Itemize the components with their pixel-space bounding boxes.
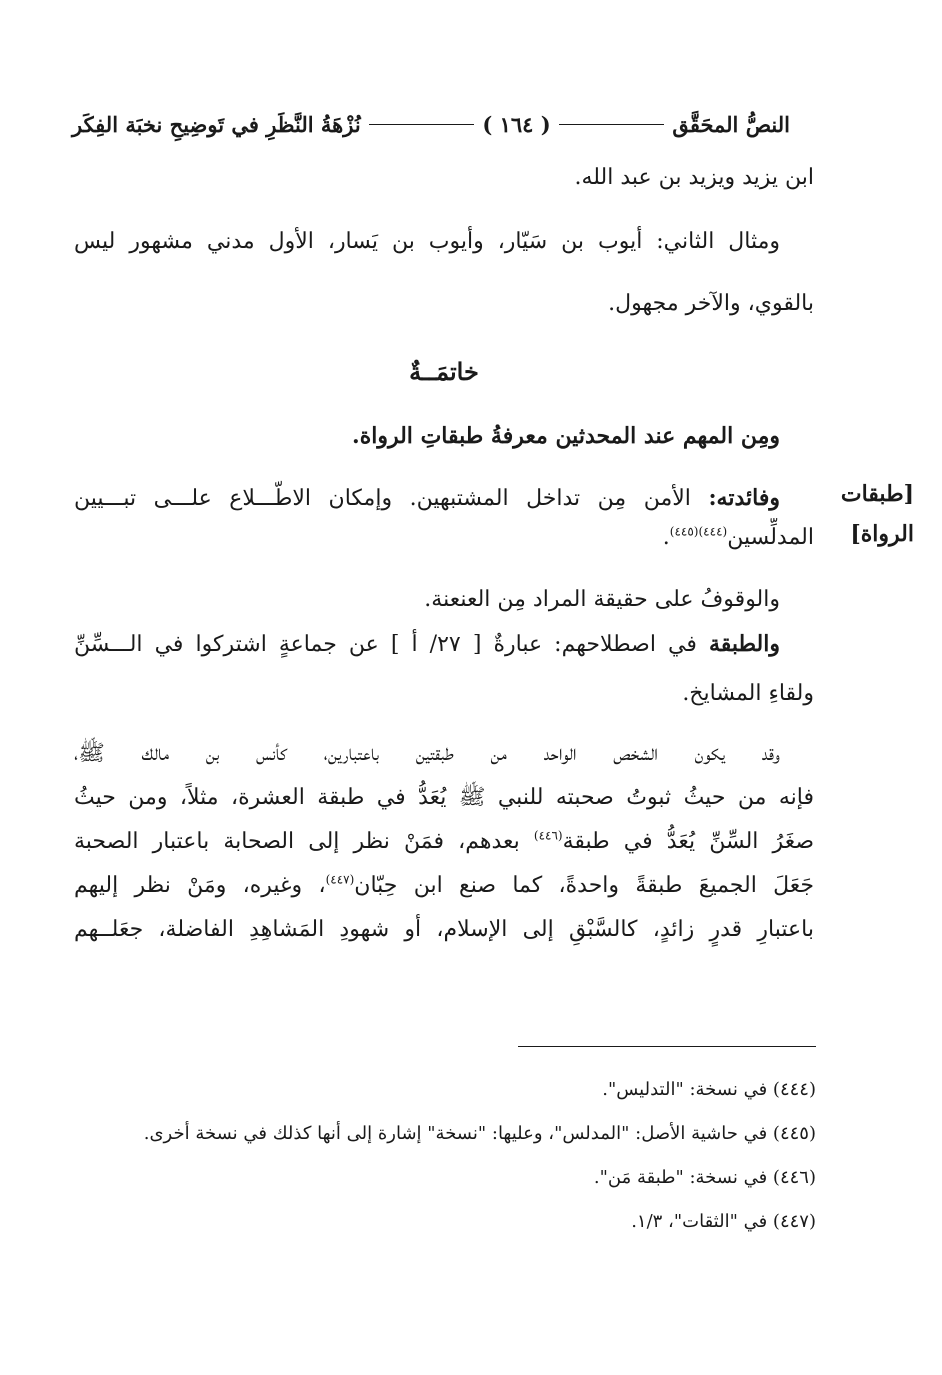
text-line: باعتبارِ قدرٍ زائدٍ، كالسَّبْقِ إلى الإسلام، أو شهودِ المَشاهِدِ الفاضلة، جعَلــهم (74, 917, 814, 942)
header-book-title: نُزْهَةُ النَّظَرِ في تَوضِيحِ نخبَة الفِكَر (71, 111, 361, 137)
text-line (74, 478, 814, 518)
footnote-ref[interactable]: (٤٤٦) (533, 828, 563, 843)
footnote-447: (٤٤٧) في "الثقات"، ١/٣. (631, 1211, 816, 1232)
section-heading: خاتمَــةٌ (409, 357, 479, 386)
header-rule-left (369, 124, 475, 125)
text-line: ولقاءِ المشايخ. (682, 681, 814, 706)
line-rest: في اصطلاحهم: عبارةٌ [ ٢٧/ أ ] عن جماعةٍ اشتركوا في الـــسِّنِّ (74, 632, 709, 657)
footnotes (70, 1068, 816, 1244)
text-line (74, 822, 814, 862)
text-line (74, 866, 814, 906)
line-part: بعدهم، فمَنْ نظر إلى الصحابة باعتبار الصحبة (74, 829, 534, 854)
header-section-title: النصُّ المحَقَّق (672, 111, 790, 137)
footnote-ref[interactable]: (٤٤٧) (325, 872, 355, 887)
line-part: ، وغيره، ومَنْ نظر إليهم (74, 873, 326, 898)
paragraph-gap (74, 198, 814, 222)
page-number: ( ١٦٤ ) (482, 111, 551, 137)
lead-word: والطبقة (708, 631, 780, 657)
main-text (74, 158, 814, 950)
text-line: ابن يزيد ويزيد بن عبد الله. (574, 165, 814, 190)
footnote-446: (٤٤٦) في نسخة: "طبقة مَن". (593, 1167, 816, 1188)
footnote-rule (518, 1046, 816, 1047)
line-part: جَعَلَ الجميعَ طبقةً واحدةً، كما صنع ابن حِبّان (354, 873, 814, 898)
line-end: . (662, 525, 670, 550)
line-rest: الأمن مِن تداخل المشتبهين. وإمكان الاطّـــلاع علـــى تبـــيين (74, 486, 709, 511)
text-line: فإنه من حيثُ ثبوتُ صحبته للنبي ﷺ يُعَدُّ في طبقة العشرة، مثلاً، ومن حيثُ (74, 785, 814, 810)
text-line: وقد يكون الشخص الواحد من طبقتين باعتبارين، كأنس بن مالك ﷺ، (74, 741, 780, 766)
line-text: المدلِّسين (727, 525, 814, 550)
text-line (74, 518, 814, 558)
margin-note-line: الرواة] (850, 521, 914, 547)
footnote-445: (٤٤٥) في حاشية الأصل: "المدلس"، وعليها: "نسخة" إشارة إلى أنها كذلك في نسخة أخرى. (143, 1123, 816, 1144)
footnote-444: (٤٤٤) في نسخة: "التدليس". (602, 1079, 816, 1100)
footnote-ref[interactable]: (٤٤٤)(٤٤٥) (669, 524, 728, 539)
text-line: ومِن المهم عند المحدثين معرفةُ طبقاتِ الرواة. (352, 423, 780, 449)
text-line: بالقوي، والآخر مجهول. (608, 291, 814, 316)
text-line: والوقوفُ على حقيقة المراد مِن العنعنة. (424, 587, 780, 612)
text-line: ومثال الثاني: أيوب بن سَيّار، وأيوب بن يَسار، الأول مدني مشهور ليس (74, 229, 780, 254)
margin-note-line: [طبقات (840, 481, 914, 507)
lead-word: وفائدته: (708, 485, 780, 511)
header-rule-right (559, 124, 665, 125)
text-line (74, 624, 814, 664)
running-header (72, 104, 790, 144)
margin-note (828, 474, 914, 554)
line-part: صغَرُ السِّنِّ يُعَدُّ في طبقة (562, 829, 814, 854)
